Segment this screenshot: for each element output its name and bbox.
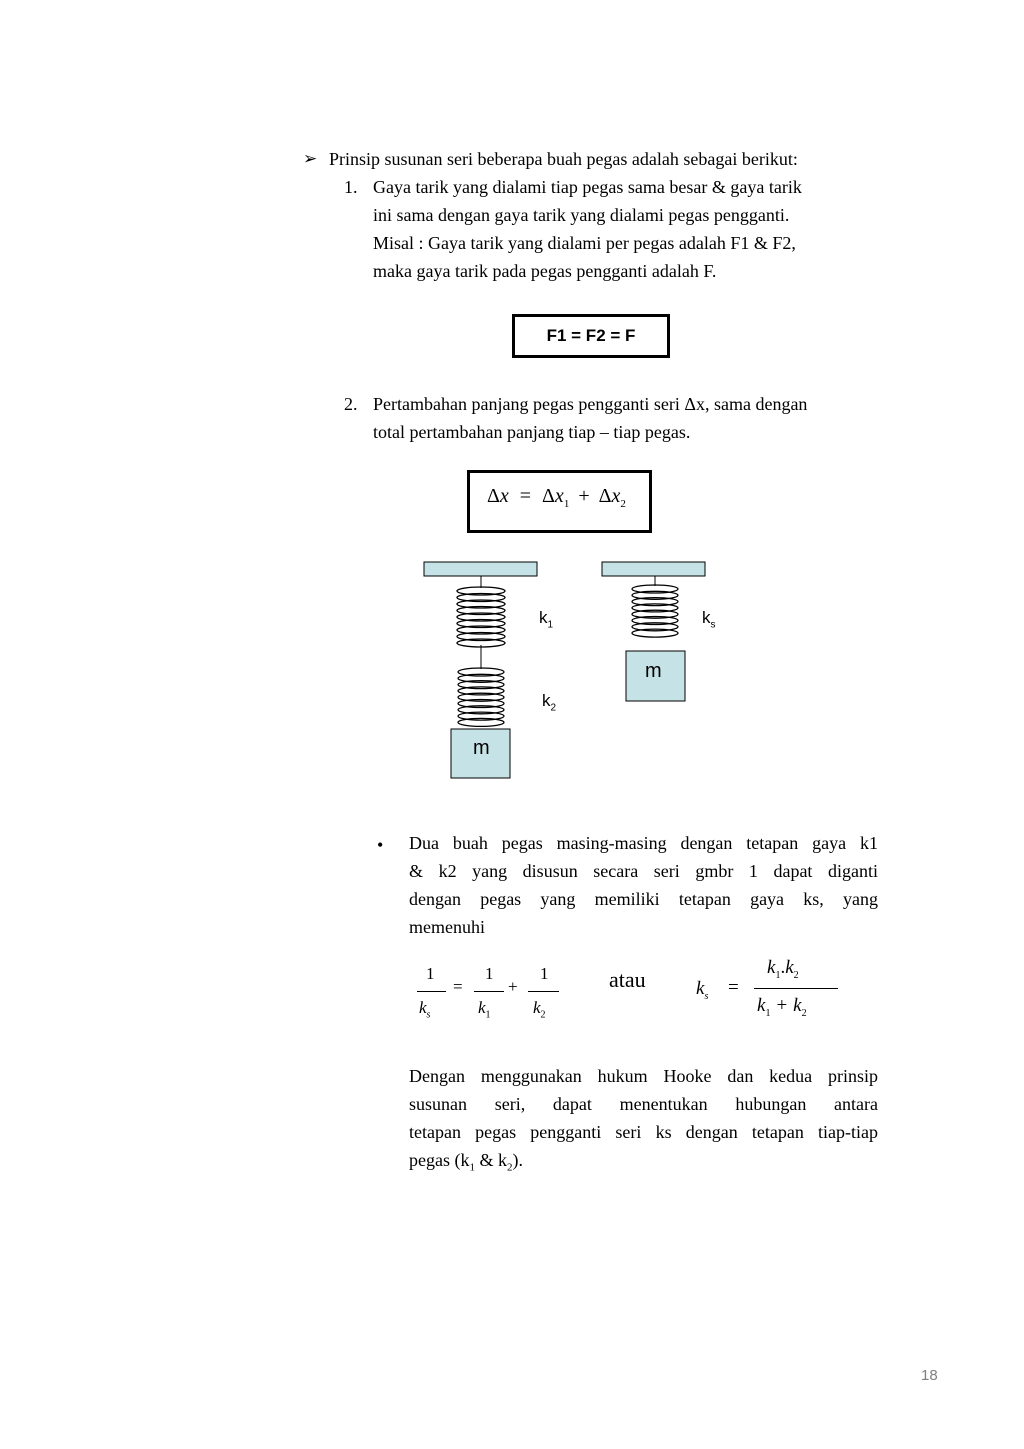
eq-equals: = — [453, 977, 463, 996]
ceiling-plate-left — [424, 562, 537, 576]
label-k2: $k_2$ — [542, 691, 557, 714]
item-1-number: 1. — [344, 177, 358, 197]
page-number: 18 — [921, 1367, 938, 1384]
equation-atau: atau — [609, 967, 646, 992]
bullet-line: memenuhi — [409, 917, 485, 937]
formula-displacement: $\Delta x = \Delta x_1 + \Delta x_2$ — [487, 485, 626, 510]
formula-box-displacement — [467, 470, 652, 533]
ceiling-plate-right — [602, 562, 705, 576]
eq-denominator-k2: $k_2$ — [533, 998, 546, 1021]
item-2-number: 2. — [344, 394, 358, 414]
eq-plus: + — [508, 977, 518, 996]
label-k1: $k_1$ — [539, 608, 554, 631]
bullet-line: Dua buah pegas masing-masing dengan tetapan gaya k1 — [409, 833, 878, 853]
mass-label-left: m — [473, 737, 490, 759]
conclusion-line: tetapan pegas pengganti seri ks dengan tetapan tiap-tiap — [409, 1122, 878, 1142]
eq-fraction-bar — [474, 991, 504, 992]
eq2-ks: $k_s$ — [696, 978, 709, 1002]
conclusion-text — [409, 1062, 878, 1182]
item-1-line: Gaya tarik yang dialami tiap pegas sama besar & gaya tarik — [373, 177, 802, 197]
eq-numerator: 1 — [426, 964, 435, 983]
spring-k1 — [457, 587, 505, 647]
item-2-line: total pertambahan panjang tiap – tiap pegas. — [373, 422, 691, 442]
eq-denominator-ks: $k_s$ — [419, 998, 431, 1021]
eq-fraction-bar — [417, 991, 446, 992]
conclusion-line: Dengan menggunakan hukum Hooke dan kedua prinsip — [409, 1066, 878, 1086]
label-ks: $k_s$ — [702, 608, 716, 631]
eq-denominator-k1: $k_1$ — [478, 998, 491, 1021]
item-2-line: Pertambahan panjang pegas pengganti seri Δx, sama dengan — [373, 394, 808, 414]
bullet-line: dengan pegas yang memiliki tetapan gaya ks, yang — [409, 889, 878, 909]
bullet-line: & k2 yang disusun secara seri gmbr 1 dapat diganti — [409, 861, 878, 881]
item-1-line: maka gaya tarik pada pegas pengganti adalah F. — [373, 261, 717, 281]
bullet-text — [409, 829, 878, 941]
eq2-denominator: $k_1 + k_2$ — [757, 995, 807, 1019]
eq2-numerator: $k_1.k_2$ — [767, 957, 799, 981]
spring-ks — [632, 585, 678, 637]
eq-fraction-bar — [528, 991, 559, 992]
spring-k2 — [458, 668, 504, 726]
formula-forces: F1 = F2 = F — [546, 326, 636, 345]
item-1-line: Misal : Gaya tarik yang dialami per pegas adalah F1 & F2, — [373, 233, 796, 253]
item-2-text — [373, 390, 878, 446]
item-1-text — [373, 173, 878, 285]
eq2-fraction-bar — [754, 988, 838, 989]
eq-numerator: 1 — [485, 964, 494, 983]
eq2-equals: = — [728, 977, 739, 998]
spring-diagram — [410, 555, 750, 795]
intro-text: Prinsip susunan seri beberapa buah pegas adalah sebagai berikut: — [329, 149, 798, 169]
intro-bullet: ➢ — [303, 149, 318, 168]
mass-label-right: m — [645, 660, 662, 682]
formula-box-forces — [512, 314, 670, 358]
equation-reciprocal — [412, 960, 572, 1030]
conclusion-line: susunan seri, dapat menentukan hubungan antara — [409, 1094, 878, 1114]
item-1-line: ini sama dengan gaya tarik yang dialami pegas pengganti. — [373, 205, 790, 225]
bullet-marker: • — [377, 835, 384, 855]
equation-product — [692, 955, 852, 1030]
conclusion-line: pegas ($k_1$ & $k_2$). — [409, 1150, 523, 1174]
eq-numerator: 1 — [540, 964, 549, 983]
